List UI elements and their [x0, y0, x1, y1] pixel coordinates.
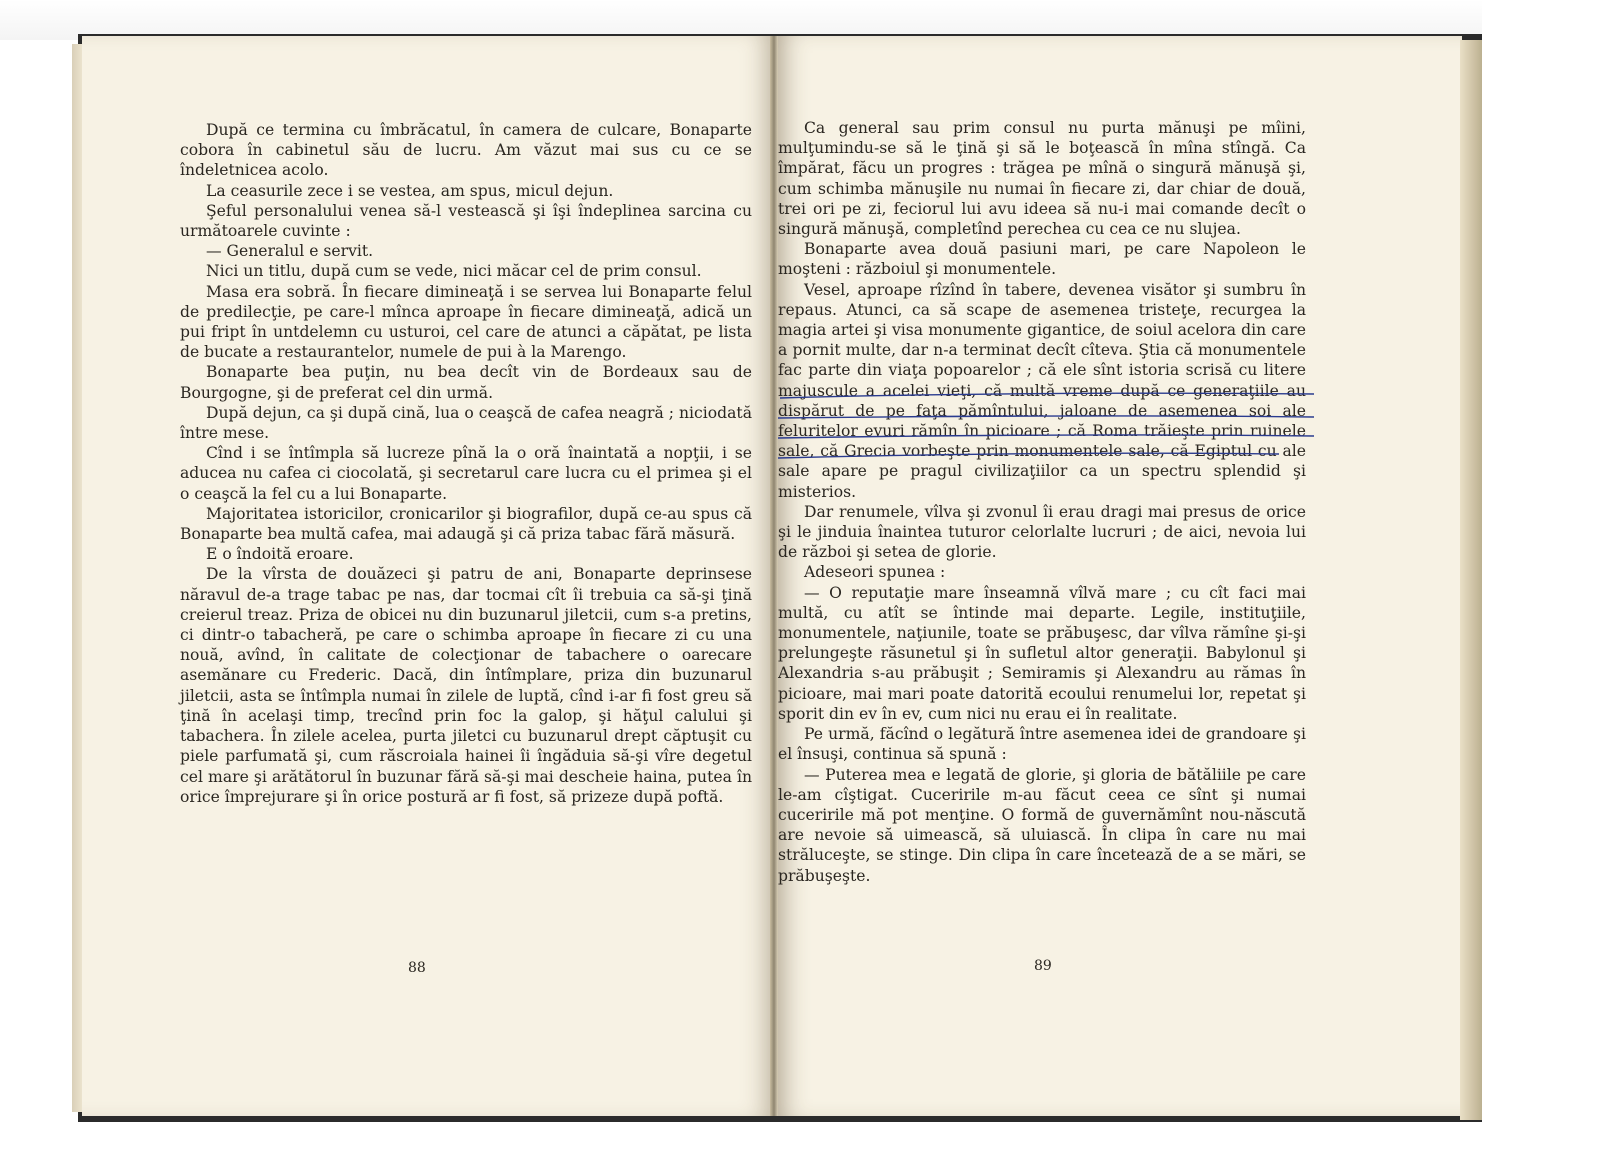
right-page	[774, 36, 1462, 1116]
book-gutter	[770, 36, 778, 1116]
paragraph: — Generalul e servit.	[206, 242, 374, 261]
paragraph: — Puterea mea e legată de glorie, şi gloria de bătăliile pe care le-am cîştigat. Cuceririle m-au făcut ceea ce sînt şi numai cuceririle mă pot menţine. O formă de guvernămînt nou-născută are nevoie să uimească, să uluiască. În clipa în care nu mai străluceşte, se stinge. Din clipa în care încetează de a se mări, se prăbuşeşte.	[778, 765, 1306, 885]
paragraph: Majoritatea istoricilor, cronicarilor şi biografilor, după ce-au spus că Bonaparte bea multă cafea, mai adaugă şi că priza tabac fără măsură.	[180, 504, 752, 544]
left-page	[82, 36, 772, 1116]
paragraph: Pe urmă, făcînd o legătură între asemenea idei de grandoare şi el însuşi, continua să spună :	[778, 725, 1306, 764]
paragraph: Bonaparte avea două pasiuni mari, pe care Napoleon le moşteni : războiul şi monumentele.	[778, 240, 1306, 279]
right-page-body	[778, 118, 1306, 886]
paragraph: Cînd i se întîmpla să lucreze pînă la o oră înaintată a nopţii, i se aducea nu cafea ci ciocolată, şi secretarul care lucra cu el primea şi el o ceaşcă la fel cu a lui Bonaparte.	[180, 444, 752, 503]
paragraph: După ce termina cu îmbrăcatul, în camera de culcare, Bonaparte cobora în cabinetul său de lucru. Am văzut mai sus cu ce se îndeletnicea acolo.	[180, 121, 752, 180]
page-edge-right	[1460, 40, 1482, 1120]
paragraph: La ceasurile zece i se vestea, am spus, micul dejun.	[206, 181, 614, 200]
paragraph: Nici un titlu, după cum se vede, nici măcar cel de prim consul.	[206, 262, 702, 281]
paragraph: — O reputaţie mare înseamnă vîlvă mare ; cu cît faci mai multă, cu atît se întinde mai departe. Legile, instituţiile, monumentele, naţiunile, toate se prăbuşesc, dar vîlva rămîne şi-şi prelungeşte răsunetul şi în sufletul altor generaţii. Babylonul şi Alexandria s-au prăbuşit ; Semiramis şi Alexandru au rămas în picioare, mai mari poate datorită ecoului renumelui lor, repetat şi sporit din ev în ev, cum nici nu erau ei în realitate.	[778, 583, 1306, 723]
page-number: 89	[1034, 958, 1052, 974]
paragraph: Bonaparte bea puţin, nu bea decît vin de Bordeaux sau de Bourgogne, şi de preferat cel din urmă.	[180, 363, 752, 402]
paragraph: De la vîrsta de douăzeci şi patru de ani, Bonaparte deprinsese năravul de-a trage tabac pe nas, dar tocmai cît îi trebuia ca să-şi ţină creierul treaz. Priza de obicei nu din buzunarul jiletcii, cum s-a pretins, ci dintr-o tabacheră, pe care o schimba aproape în fiecare zi cu una nouă, avînd, în calitate de colecţionar de tabachere o oarecare asemănare cu Frederic. Dacă, din întîmplare, priza din buzunarul jiletcii, asta se întîmpla numai în zilele de luptă, cînd i-ar fi fost greu să ţină în acelaşi timp, trecînd prin foc la galop, şi hăţul calului şi tabachera. În zilele acelea, purta jiletci cu buzunarul drept căptuşit cu piele parfumată şi, cum răscroiala hainei îi îngăduia să-şi vîre degetul cel mare şi arătătorul în buzunar fără să-şi mai descheie haina, putea în orice împrejurare şi în orice postură ar fi fost, să prizeze după poftă.	[180, 565, 752, 806]
scan-right-margin	[1482, 0, 1600, 1163]
paragraph: Ca general sau prim consul nu purta mănuşi pe mîini, mulţumindu-se să le ţină şi să le boţească în mîna stîngă. Ca împărat, făcu un progres : trăgea pe mînă o singură mănuşă şi, cum schimba mănuşile nu numai în fiecare zi, dar chiar de două, trei ori pe zi, feciorul lui avu ideea să nu-i mai comande decît o singură mănuşă, completînd perechea cu cea ce nu slujea.	[778, 119, 1306, 239]
paragraph: Şeful personalului venea să-l vestească şi îşi îndeplinea sarcina cu următoarele cuvinte :	[180, 201, 752, 241]
left-page-body	[180, 120, 752, 807]
page-number: 88	[408, 960, 426, 976]
paragraph: Masa era sobră. În fiecare dimineaţă i se servea lui Bonaparte felul de predilecţie, pe care-l mînca aproape în fiecare dimineaţă, adică un pui fript în untdelemn cu usturoi, cel care de atunci a căpătat, pe lista de bucate a restaurantelor, numele de pui à la Marengo.	[180, 282, 752, 362]
paragraph: După dejun, ca şi după cină, lua o ceaşcă de cafea neagră ; niciodată între mese.	[180, 403, 752, 443]
paragraph: Dar renumele, vîlva şi zvonul îi erau dragi mai presus de orice şi le jinduia înaintea tuturor celorlalte lucruri ; de aici, nevoia lui de război şi setea de glorie.	[778, 502, 1306, 562]
paragraph: Adeseori spunea :	[804, 563, 946, 582]
paragraph: Vesel, aproape rîzînd în tabere, devenea visător şi sumbru în repaus. Atunci, ca să scape de asemenea tristeţe, recurgea la magia artei şi visa monumente gigantice, de soiul acelora din care a pornit multe, dar n-a terminat decît cîteva. Ştia că monumentele fac parte din viaţa popoarelor ; că ele sînt istoria scrisă cu litere majuscule a acelei vieţi, că multă vreme după ce generaţiile au dispărut de pe faţa pămîntului, jaloane de asemenea soi ale feluritelor evuri rămîn în picioare ; că Roma trăieşte prin ruinele sale, că Grecia vorbeşte prin monumentele sale, că Egiptul cu ale sale apare pe pragul civilizaţiilor ca un spectru splendid şi misterios.	[778, 280, 1306, 501]
paragraph: E o îndoită eroare.	[206, 545, 354, 564]
